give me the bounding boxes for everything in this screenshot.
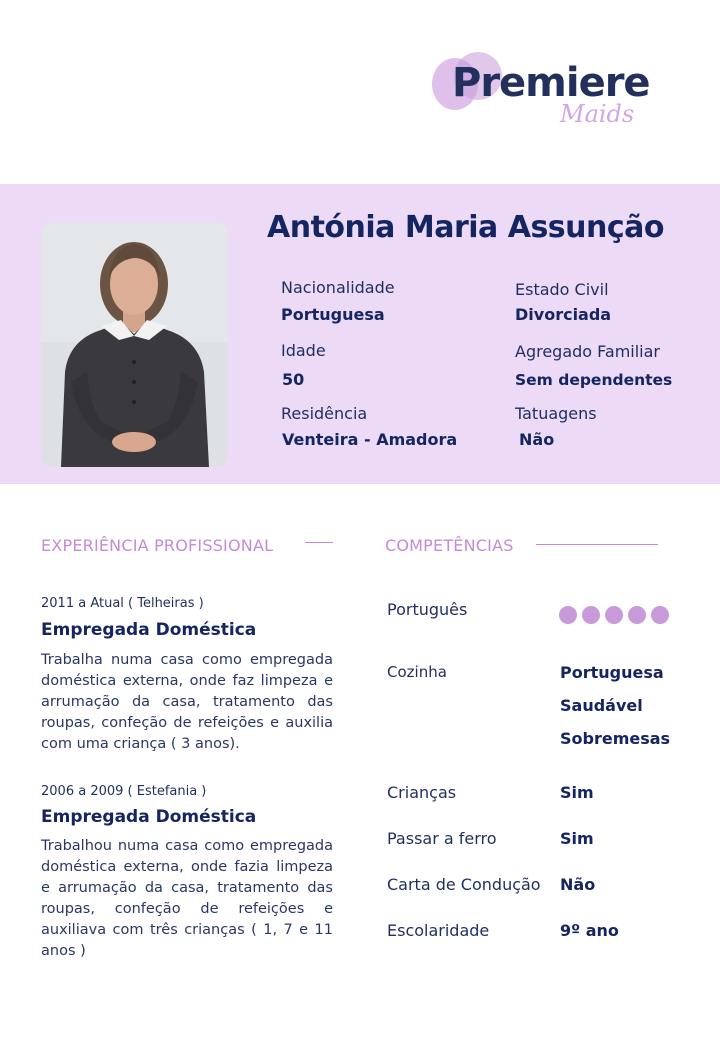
residence-label: Residência	[281, 404, 368, 423]
skill-education-label: Escolaridade	[387, 921, 490, 940]
experience-2-title: Empregada Doméstica	[41, 807, 257, 827]
nationality-label: Nacionalidade	[281, 278, 395, 297]
rating-dot-icon	[559, 606, 577, 624]
skill-cooking-value-1: Portuguesa	[560, 663, 664, 682]
experience-1-description: Trabalha numa casa como empregada doméstica externa, onde faz limpeza e arrumação da casa, tratamento das roupas, confeção de refeições e auxilia com uma criança ( 3 anos).	[41, 652, 333, 752]
tattoos-value: Não	[519, 430, 555, 449]
skill-ironing-label: Passar a ferro	[387, 829, 497, 848]
skill-cooking-label: Cozinha	[387, 663, 447, 681]
skill-children-value: Sim	[560, 783, 594, 802]
rating-dot-icon	[582, 606, 600, 624]
premiere-maids-logo	[432, 52, 672, 142]
marital-status-value: Divorciada	[515, 305, 612, 324]
experience-heading: EXPERIÊNCIA PROFISSIONAL	[41, 536, 274, 555]
household-label: Agregado Familiar	[515, 342, 661, 361]
skill-portuguese-label: Português	[387, 600, 468, 619]
logo-main-text: Premiere	[452, 60, 650, 106]
rating-dot-icon	[605, 606, 623, 624]
skill-cooking-value-2: Saudável	[560, 696, 643, 715]
experience-heading-divider	[305, 542, 333, 543]
logo-sub-text: Maids	[560, 100, 635, 128]
profile-photo	[41, 222, 228, 467]
residence-value: Venteira - Amadora	[282, 430, 458, 449]
skill-driving-license-value: Não	[560, 875, 596, 894]
candidate-name: Antónia Maria Assunção	[267, 210, 665, 245]
age-value: 50	[282, 370, 305, 389]
skill-portuguese-rating	[559, 606, 679, 628]
tattoos-label: Tatuagens	[515, 404, 597, 423]
experience-2-description: Trabalhou numa casa como empregada doméstica externa, onde fazia limpeza e arrumação da casa, tratamento das roupas, confeção de refeições e auxiliava com três crianças ( 1, 7 e 11 anos )	[41, 838, 333, 959]
rating-dot-icon	[651, 606, 669, 624]
skills-heading: COMPETÊNCIAS	[385, 536, 514, 555]
skill-children-label: Crianças	[387, 783, 457, 802]
person-portrait-icon	[41, 222, 228, 467]
skill-ironing-value: Sim	[560, 829, 594, 848]
rating-dot-icon	[628, 606, 646, 624]
skill-cooking-value-3: Sobremesas	[560, 729, 671, 748]
experience-1-title: Empregada Doméstica	[41, 620, 257, 640]
marital-status-label: Estado Civil	[515, 280, 609, 299]
nationality-value: Portuguesa	[281, 305, 385, 324]
skill-education-value: 9º ano	[560, 921, 619, 940]
household-value: Sem dependentes	[515, 371, 673, 389]
experience-2-date: 2006 a 2009 ( Estefania )	[41, 784, 207, 799]
skill-driving-license-label: Carta de Condução	[387, 875, 541, 894]
experience-1-date: 2011 a Atual ( Telheiras )	[41, 596, 204, 611]
skills-heading-divider	[536, 544, 658, 545]
age-label: Idade	[281, 341, 326, 360]
